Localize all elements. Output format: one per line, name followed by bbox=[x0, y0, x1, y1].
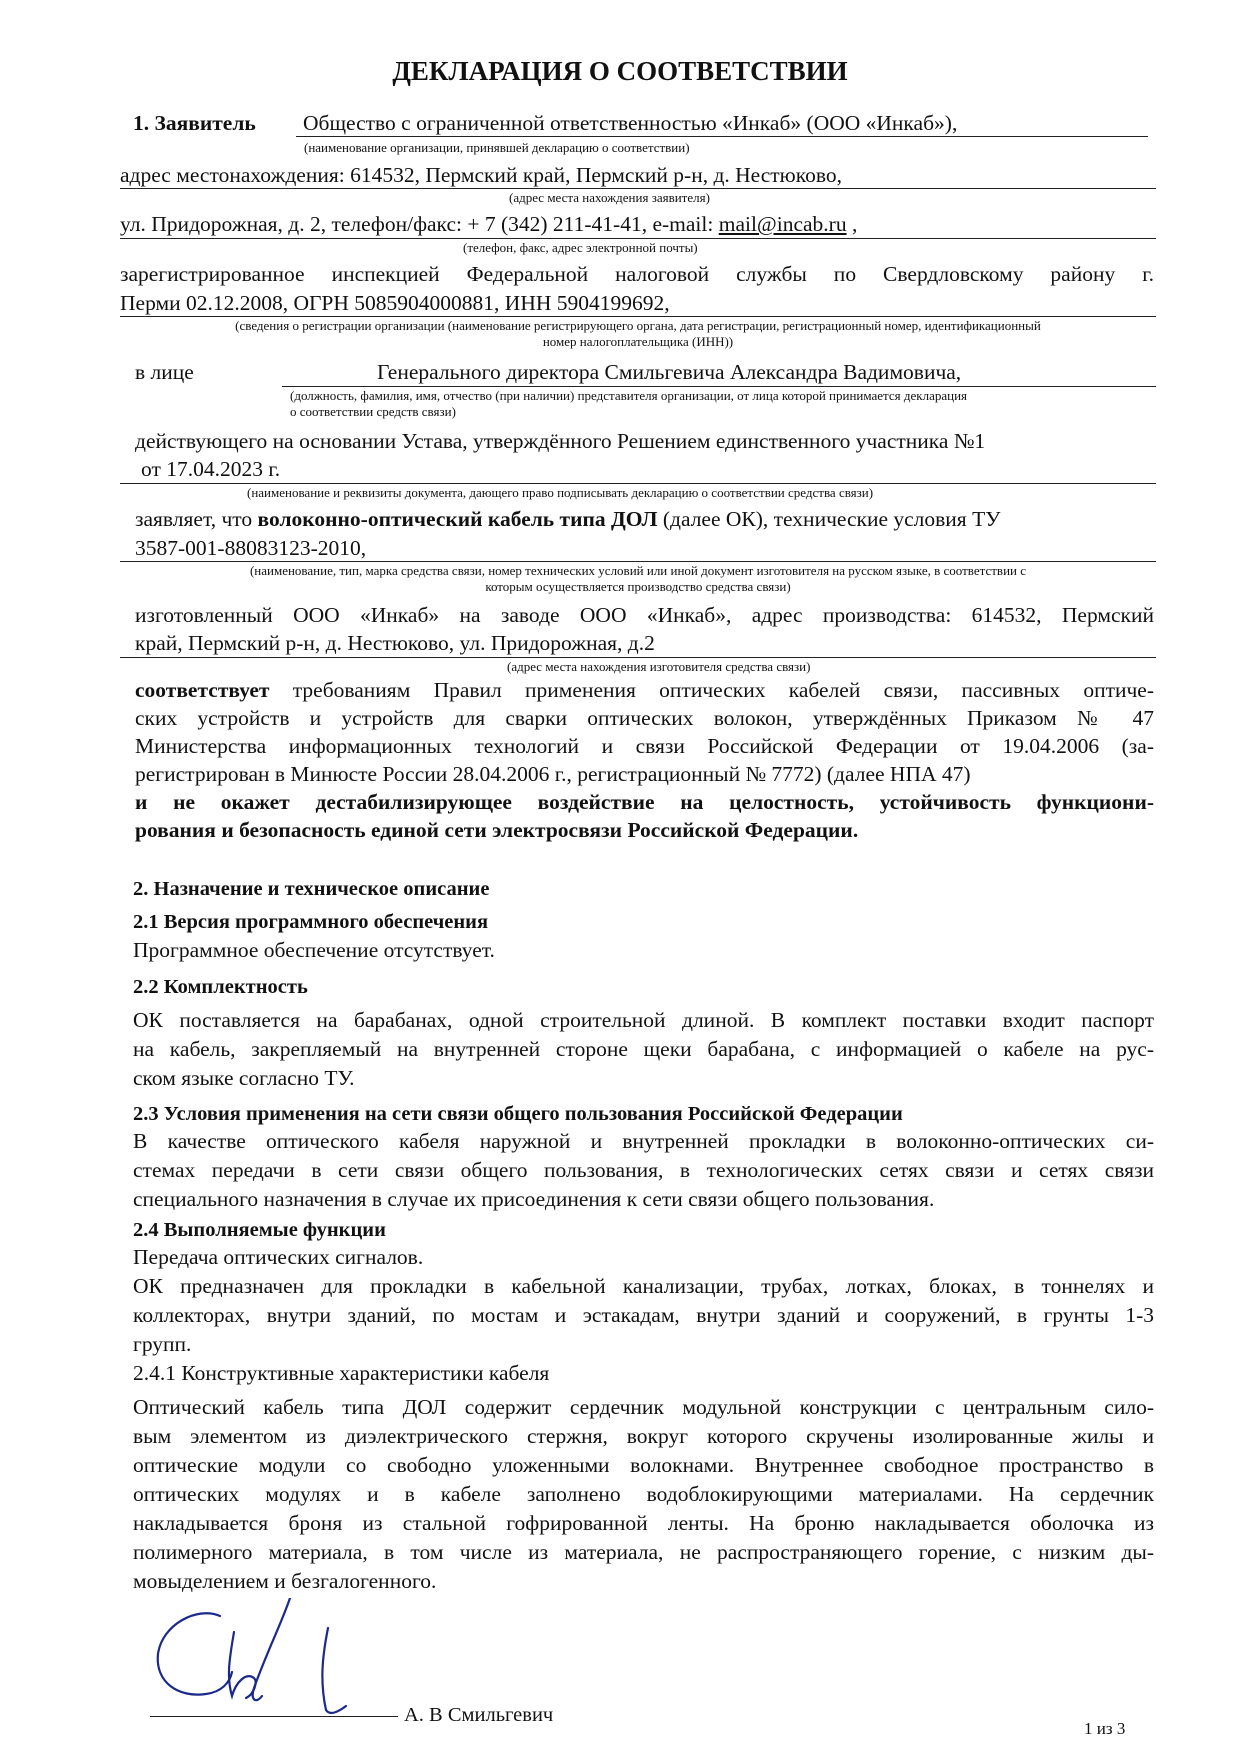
represented-label: в лице bbox=[135, 360, 194, 384]
conformity-line-1 bbox=[135, 675, 1154, 705]
tu-number: 3587-001-88083123-2010, bbox=[135, 536, 367, 560]
underline bbox=[296, 136, 1148, 137]
email-link[interactable]: mail@incab.ru bbox=[718, 212, 847, 236]
section-2-4-line-4: групп. bbox=[133, 1332, 192, 1356]
section-2-4-line-1: Передача оптических сигналов. bbox=[133, 1245, 424, 1269]
section-2-4-1-line-7: мовыделением и безгалогенного. bbox=[133, 1569, 437, 1593]
caption-representative-1: (должность, фамилия, имя, отчество (при наличии) представителя организации, от лица которой принимается декларация bbox=[290, 388, 968, 403]
conformity-line-4: регистрирован в Минюсте России 28.04.2006 г., регистрационный № 7772) (далее НПА 47) bbox=[135, 762, 971, 786]
section-2-3-heading: 2.3 Условия применения на сети связи общего пользования Российской Федерации bbox=[133, 1103, 903, 1125]
caption-product-2: которым осуществляется производство средства связи) bbox=[485, 579, 791, 594]
underline bbox=[120, 238, 1156, 239]
underline bbox=[120, 188, 1156, 189]
manufacturer-line-2: край, Пермский р-н, д. Нестюково, ул. Придорожная, д.2 bbox=[135, 631, 655, 655]
section-2-4-heading: 2.4 Выполняемые функции bbox=[133, 1219, 386, 1241]
declares-line bbox=[135, 504, 1000, 534]
conformity-line-2: ских устройств и устройств для сварки оптических волокон, утверждённых Приказом № 47 bbox=[135, 706, 1154, 730]
basis-line-2: от 17.04.2023 г. bbox=[141, 457, 281, 481]
caption-basis: (наименование и реквизиты документа, дающего право подписывать декларацию о соответствии средства связи) bbox=[247, 485, 874, 500]
contacts-suffix: , bbox=[846, 212, 858, 236]
section-2-2-line-3: ском языке согласно ТУ. bbox=[133, 1066, 355, 1090]
section-2-heading: 2. Назначение и техническое описание bbox=[133, 878, 490, 900]
caption-registration-1: (сведения о регистрации организации (наименование регистрирующего органа, дата регистрации, регистрационный номер, идентификационный bbox=[235, 318, 1041, 333]
manufacturer-line-1: изготовленный ООО «Инкаб» на заводе ООО «Инкаб», адрес производства: 614532, Пермский bbox=[135, 603, 1154, 627]
caption-address: (адрес места нахождения заявителя) bbox=[509, 190, 710, 205]
applicant-label: 1. Заявитель bbox=[133, 111, 256, 135]
signatory-name: А. В Смильгевич bbox=[404, 1704, 554, 1726]
section-2-1-text: Программное обеспечение отсутствует. bbox=[133, 938, 495, 962]
section-2-4-line-2: ОК предназначен для прокладки в кабельной канализации, трубах, лотках, блоках, в тоннелях и bbox=[133, 1274, 1154, 1298]
section-2-3-line-2: стемах передачи в сети связи общего пользования, в технологических сетях связи и сетях связи bbox=[133, 1158, 1154, 1182]
caption-manufacturer: (адрес места нахождения изготовителя средства связи) bbox=[507, 659, 811, 674]
contacts-prefix: ул. Придорожная, д. 2, телефон/факс: + 7 (342) 211-41-41, e-mail: bbox=[120, 212, 719, 236]
underline bbox=[120, 561, 1156, 562]
registration-line-2: Перми 02.12.2008, ОГРН 5085904000881, ИНН 5904199692, bbox=[120, 291, 670, 315]
caption-product-1: (наименование, тип, марка средства связи, номер технических условий или иной документ изготовителя на русском языке, в соответствии с bbox=[249, 563, 1027, 578]
applicant-contacts bbox=[120, 209, 857, 239]
section-2-2-line-2: на кабель, закрепляемый на внутренней стороне щеки барабана, с информацией о кабеле на рус- bbox=[133, 1037, 1154, 1061]
basis-line-1: действующего на основании Устава, утверждённого Решением единственного участника №1 bbox=[135, 429, 986, 453]
representative: Генерального директора Смильгевича Александра Вадимовича, bbox=[377, 360, 962, 384]
caption-contacts: (телефон, факс, адрес электронной почты) bbox=[463, 240, 698, 255]
section-2-4-1-line-1: Оптический кабель типа ДОЛ содержит сердечник модульной конструкции с центральным сило- bbox=[133, 1395, 1154, 1419]
section-2-4-1-line-5: накладывается броня из стальной гофрированной ленты. На броню накладывается оболочка из bbox=[133, 1511, 1154, 1535]
underline bbox=[120, 316, 1156, 317]
section-2-3-line-1: В качестве оптического кабеля наружной и внутренней прокладки в волоконно-оптических си- bbox=[133, 1129, 1154, 1153]
caption-registration-2: номер налогоплательщика (ИНН)) bbox=[542, 334, 734, 349]
section-2-4-1-line-6: полимерного материала, в том числе из материала, не распространяющего горение, с низким ды- bbox=[133, 1540, 1154, 1564]
section-2-2-line-1: ОК поставляется на барабанах, одной строительной длиной. В комплект поставки входит паспорт bbox=[133, 1008, 1154, 1032]
caption-applicant-name: (наименование организации, принявшей декларацию о соответствии) bbox=[304, 140, 690, 155]
declares-suffix: (далее ОК), технические условия ТУ bbox=[657, 507, 1001, 531]
underline bbox=[120, 483, 1156, 484]
section-2-3-line-3: специального назначения в случае их присоединения к сети связи общего пользования. bbox=[133, 1187, 935, 1211]
conformity-keyword: соответствует bbox=[135, 678, 270, 702]
page-title: ДЕКЛАРАЦИЯ О СООТВЕТСТВИИ bbox=[392, 56, 848, 86]
section-2-4-1-line-4: оптических модулях и в кабеле заполнено водоблокирующими материалами. На сердечник bbox=[133, 1482, 1154, 1506]
underline bbox=[120, 657, 1156, 658]
applicant-name: Общество с ограниченной ответственностью «Инкаб» (ООО «Инкаб»), bbox=[303, 111, 958, 135]
declares-prefix: заявляет, что bbox=[135, 507, 258, 531]
conformity-line-3: Министерства информационных технологий и связи Российской Федерации от 19.04.2006 (за- bbox=[135, 734, 1154, 758]
section-2-4-1-heading: 2.4.1 Конструктивные характеристики кабеля bbox=[133, 1361, 550, 1385]
registration-line-1: зарегистрированное инспекцией Федеральной налоговой службы по Свердловскому району г. bbox=[120, 262, 1154, 286]
conformity-line-1-rest: требованиям Правил применения оптических кабелей связи, пассивных оптиче- bbox=[269, 678, 1154, 702]
applicant-address: адрес местонахождения: 614532, Пермский край, Пермский р-н, д. Нестюково, bbox=[120, 163, 842, 187]
section-2-4-line-3: коллекторах, внутри зданий, по мостам и эстакадам, внутри зданий и сооружений, в грунты 1-3 bbox=[133, 1303, 1154, 1327]
page-number: 1 из 3 bbox=[1084, 1719, 1126, 1738]
signature-image bbox=[150, 1598, 390, 1718]
product-name: волоконно-оптический кабель типа ДОЛ bbox=[257, 507, 658, 531]
section-2-4-1-line-2: вым элементом из диэлектрического стержня, вокруг которого скручены изолированные жилы и bbox=[133, 1424, 1154, 1448]
underline bbox=[282, 386, 1156, 387]
section-2-2-heading: 2.2 Комплектность bbox=[133, 976, 308, 998]
caption-representative-2: о соответствии средств связи) bbox=[290, 404, 456, 419]
conformity-bold-line-1: и не окажет дестабилизирующее воздействие на целостность, устойчивость функциони- bbox=[135, 790, 1154, 814]
section-2-1-heading: 2.1 Версия программного обеспечения bbox=[133, 911, 489, 933]
signature-line bbox=[150, 1716, 398, 1717]
section-2-4-1-line-3: оптические модули со свободно уложенными волокнами. Внутреннее свободное пространство в bbox=[133, 1453, 1154, 1477]
conformity-bold-line-2: рования и безопасность единой сети электросвязи Российской Федерации. bbox=[135, 818, 859, 842]
